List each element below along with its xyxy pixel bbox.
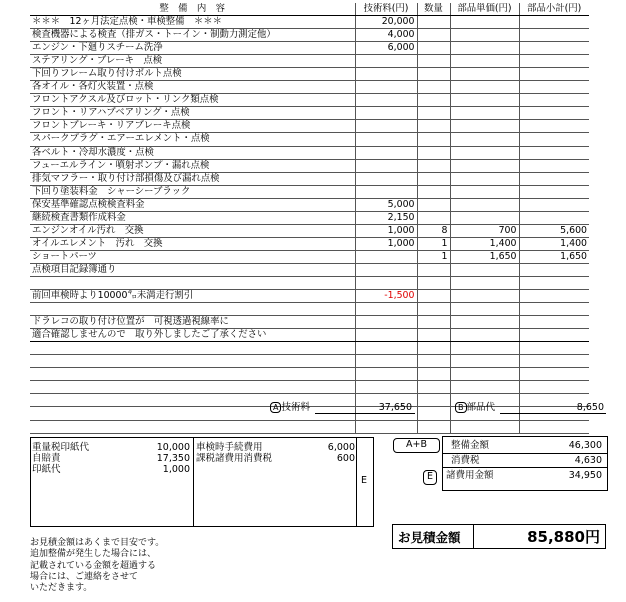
cell-subtotal: [519, 146, 589, 159]
cell-unit-price: [450, 342, 519, 355]
cell-item: 排気マフラー・取り付け部損傷及び漏れ点検: [30, 172, 355, 185]
cell-subtotal: [519, 381, 589, 394]
cell-subtotal: [519, 81, 589, 94]
note-line: 追加整備が発生した場合には、: [30, 549, 157, 560]
cell-labor: [355, 68, 417, 81]
fees-e-mark: E: [361, 475, 368, 486]
table-row: [30, 224, 589, 237]
cell-subtotal: [519, 355, 589, 368]
cell-subtotal: 1,650: [519, 250, 589, 263]
cell-unit-price: [450, 290, 519, 303]
parts-total-value: 8,650: [576, 402, 604, 413]
estimate-table: [30, 3, 589, 434]
table-row: [30, 172, 589, 185]
table-row: [30, 81, 589, 94]
note-line: いただきます。: [30, 583, 93, 594]
cell-qty: [417, 107, 450, 120]
cell-item: 継続検査書類作成料金: [30, 211, 355, 224]
note: [30, 538, 164, 594]
cell-labor: [355, 185, 417, 198]
cell-labor: 4,000: [355, 29, 417, 42]
cell-subtotal: [519, 159, 589, 172]
cell-qty: [417, 94, 450, 107]
cell-subtotal: [519, 290, 589, 303]
a-mark: A: [270, 402, 281, 413]
table-row: [30, 342, 589, 355]
estimate-total-label: お見積金額: [398, 530, 461, 545]
cell-item: オイルエレメント 汚れ 交換: [30, 237, 355, 250]
cell-labor: 1,000: [355, 224, 417, 237]
parts-total-label: 部品代: [466, 402, 496, 413]
cell-subtotal: 1,400: [519, 237, 589, 250]
cell-labor: [355, 159, 417, 172]
table-row: [30, 211, 589, 224]
cell-unit-price: [450, 81, 519, 94]
cell-unit-price: [450, 29, 519, 42]
cell-item: 点検項目記録簿通り: [30, 263, 355, 276]
table-row: [30, 16, 589, 29]
cell-unit-price: [450, 55, 519, 68]
cell-qty: 1: [417, 237, 450, 250]
cell-labor: [355, 55, 417, 68]
table-row: [30, 29, 589, 42]
cell-item: 各ベルト・冷却水濃度・点検: [30, 146, 355, 159]
cell-labor: [355, 263, 417, 276]
cell-labor: 20,000: [355, 16, 417, 29]
cell-qty: [417, 120, 450, 133]
table-row: [30, 250, 589, 263]
table-row: [30, 355, 589, 368]
cell-item: [30, 276, 355, 289]
cell-qty: 1: [417, 250, 450, 263]
cell-subtotal: [519, 68, 589, 81]
expenses-value: 34,950: [568, 470, 602, 481]
cell-unit-price: [450, 420, 519, 433]
table-row: [30, 198, 589, 211]
cell-unit-price: [450, 276, 519, 289]
table-row: [30, 381, 589, 394]
table-row: [30, 55, 589, 68]
fee-right-2-value: 600: [336, 453, 355, 464]
cell-item: フロントブレーキ・リアブレーキ点検: [30, 120, 355, 133]
header-item: 整 備 内 容: [30, 3, 355, 16]
cell-qty: [417, 42, 450, 55]
cell-subtotal: [519, 29, 589, 42]
cell-qty: [417, 368, 450, 381]
table-row: [30, 316, 589, 329]
table-row: [30, 420, 589, 433]
cell-labor: [355, 120, 417, 133]
cell-qty: [417, 342, 450, 355]
table-row: [30, 94, 589, 107]
table-row: [30, 146, 589, 159]
cell-labor: [355, 355, 417, 368]
cell-labor: 6,000: [355, 42, 417, 55]
header-qty: 数量: [417, 3, 450, 16]
header-subtotal: 部品小計(円): [519, 3, 589, 16]
cell-qty: [417, 211, 450, 224]
cell-unit-price: [450, 120, 519, 133]
cell-subtotal: 5,600: [519, 224, 589, 237]
cell-labor: [355, 172, 417, 185]
cell-labor: [355, 276, 417, 289]
cell-unit-price: [450, 94, 519, 107]
cell-unit-price: [450, 198, 519, 211]
table-row: [30, 237, 589, 250]
cell-item: [30, 303, 355, 316]
cell-qty: [417, 316, 450, 329]
cell-unit-price: [450, 303, 519, 316]
cell-item: ＊＊＊ 12ヶ月法定点検・車検整備 ＊＊＊: [30, 16, 355, 29]
table-row: [30, 303, 589, 316]
estimate-total-value: 85,880円: [527, 528, 600, 546]
cell-qty: [417, 381, 450, 394]
fee-left-2-value: 17,350: [156, 453, 190, 464]
note-line: 記載されている金額を超過する: [30, 560, 157, 571]
cell-labor: [355, 368, 417, 381]
cell-item: フューエルライン・噴射ポンプ・漏れ点検: [30, 159, 355, 172]
cell-subtotal: [519, 316, 589, 329]
cell-labor: [355, 133, 417, 146]
cell-unit-price: [450, 133, 519, 146]
table-row: [30, 368, 589, 381]
fee-right-1-value: 6,000: [327, 442, 355, 453]
cell-item: [30, 342, 355, 355]
cell-subtotal: [519, 42, 589, 55]
cell-item: [30, 381, 355, 394]
table-row: [30, 120, 589, 133]
cell-qty: [417, 55, 450, 68]
maintenance-value: 46,300: [568, 440, 602, 451]
fee-left-1-value: 10,000: [156, 442, 190, 453]
cell-item: フロントアクスル及びロット・リンク類点検: [30, 94, 355, 107]
cell-labor: 5,000: [355, 198, 417, 211]
cell-unit-price: [450, 185, 519, 198]
labor-total-value: 37,650: [378, 402, 412, 413]
cell-item: 保安基準確認点検検査料金: [30, 198, 355, 211]
cell-labor: [355, 381, 417, 394]
cell-qty: [417, 263, 450, 276]
header-labor: 技術料(円): [355, 3, 417, 16]
cell-labor: 1,000: [355, 237, 417, 250]
cell-labor: [355, 250, 417, 263]
tax-value: 4,630: [574, 455, 602, 466]
cell-qty: [417, 329, 450, 342]
cell-qty: [417, 407, 450, 420]
cell-qty: [417, 68, 450, 81]
cell-item: [30, 420, 355, 433]
cell-item: 検査機器による検査（排ガス・トーイン・制動力測定他）: [30, 29, 355, 42]
cell-unit-price: [450, 368, 519, 381]
ab-mark: A+B: [393, 438, 440, 453]
cell-subtotal: [519, 368, 589, 381]
cell-unit-price: [450, 211, 519, 224]
cell-qty: [417, 81, 450, 94]
cell-unit-price: 700: [450, 224, 519, 237]
cell-qty: [417, 146, 450, 159]
cell-qty: 8: [417, 224, 450, 237]
cell-labor: [355, 107, 417, 120]
cell-unit-price: [450, 16, 519, 29]
cell-unit-price: [450, 42, 519, 55]
cell-subtotal: [519, 185, 589, 198]
cell-unit-price: [450, 107, 519, 120]
table-row: [30, 68, 589, 81]
cell-labor: [355, 329, 417, 342]
table-row: [30, 107, 589, 120]
cell-subtotal: [519, 263, 589, 276]
cell-subtotal: [519, 133, 589, 146]
cell-subtotal: [519, 329, 589, 342]
cell-unit-price: [450, 159, 519, 172]
table-row: [30, 42, 589, 55]
cell-qty: [417, 276, 450, 289]
cell-unit-price: [450, 329, 519, 342]
fee-left-1-label: 重量税印紙代: [32, 442, 90, 453]
expenses-label: 諸費用金額: [446, 470, 494, 481]
cell-qty: [417, 185, 450, 198]
cell-item: エンジン・下廻りスチーム洗浄: [30, 42, 355, 55]
cell-item: [30, 355, 355, 368]
cell-unit-price: [450, 381, 519, 394]
cell-qty: [417, 29, 450, 42]
cell-qty: [417, 159, 450, 172]
cell-item: 各オイル・各灯火装置・点検: [30, 81, 355, 94]
cell-qty: [417, 16, 450, 29]
note-line: お見積金額はあくまで目安です。: [30, 538, 165, 548]
cell-unit-price: [450, 172, 519, 185]
cell-qty: [417, 198, 450, 211]
table-row: [30, 276, 589, 289]
cell-qty: [417, 355, 450, 368]
cell-unit-price: [450, 146, 519, 159]
cell-item: 適合確認しませんので 取り外しましたご了承ください: [30, 329, 355, 342]
table-row: [30, 263, 589, 276]
cell-unit-price: [450, 68, 519, 81]
cell-unit-price: [450, 316, 519, 329]
cell-item: エンジンオイル汚れ 交換: [30, 224, 355, 237]
table-row: [30, 133, 589, 146]
cell-item: 下回り塗装料金 シャーシーブラック: [30, 185, 355, 198]
fee-right-2-label: 課税諸費用消費税: [196, 453, 273, 464]
cell-item: スパークプラグ・エアーエレメント・点検: [30, 133, 355, 146]
cell-qty: [417, 172, 450, 185]
cell-item: ショートパーツ: [30, 250, 355, 263]
table-row: [30, 159, 589, 172]
cell-qty: [417, 420, 450, 433]
cell-item: 下回りフレーム取り付けボルト点検: [30, 68, 355, 81]
cell-qty: [417, 290, 450, 303]
cell-subtotal: [519, 211, 589, 224]
summary-e-mark: E: [423, 470, 437, 485]
b-mark: B: [455, 402, 467, 413]
cell-subtotal: [519, 276, 589, 289]
cell-item: フロント・リアハブベアリング・点検: [30, 107, 355, 120]
cell-subtotal: [519, 172, 589, 185]
fee-right-1-label: 車検時手続費用: [196, 442, 263, 453]
cell-subtotal: [519, 342, 589, 355]
table-row: [30, 185, 589, 198]
tax-label: 消費税: [451, 455, 480, 466]
cell-subtotal: [519, 16, 589, 29]
cell-item: ドラレコの取り付け位置が 可視透過視線率に: [30, 316, 355, 329]
cell-unit-price: [450, 355, 519, 368]
table-header-row: [30, 3, 589, 16]
cell-item: ステアリング・ブレーキ 点検: [30, 55, 355, 68]
cell-labor: [355, 94, 417, 107]
cell-subtotal: [519, 94, 589, 107]
labor-total: [270, 402, 310, 414]
cell-qty: [417, 133, 450, 146]
cell-qty: [417, 303, 450, 316]
cell-subtotal: [519, 55, 589, 68]
cell-item: 前回車検時より10000㌔未満走行割引: [30, 290, 355, 303]
labor-total-label: 技術料: [281, 402, 310, 413]
header-unit-price: 部品単価(円): [450, 3, 519, 16]
cell-qty: [417, 394, 450, 407]
cell-subtotal: [519, 120, 589, 133]
cell-labor: 2,150: [355, 211, 417, 224]
cell-labor: [355, 81, 417, 94]
cell-labor: [355, 316, 417, 329]
cell-labor: [355, 420, 417, 433]
cell-subtotal: [519, 303, 589, 316]
parts-total: [455, 402, 495, 414]
cell-unit-price: [450, 263, 519, 276]
cell-labor: [355, 342, 417, 355]
cell-labor: -1,500: [355, 290, 417, 303]
cell-labor: [355, 146, 417, 159]
table-row: [30, 290, 589, 303]
cell-unit-price: 1,650: [450, 250, 519, 263]
fee-left-3-value: 1,000: [162, 464, 190, 475]
fee-left-2-label: 自賠責: [32, 453, 61, 464]
cell-subtotal: [519, 107, 589, 120]
cell-subtotal: [519, 420, 589, 433]
maintenance-label: 整備金額: [451, 440, 490, 451]
cell-item: [30, 368, 355, 381]
fee-left-3-label: 印紙代: [32, 464, 61, 475]
table-row: [30, 329, 589, 342]
cell-labor: [355, 303, 417, 316]
note-line: 場合には、ご連絡をさせて: [30, 571, 139, 582]
cell-subtotal: [519, 198, 589, 211]
cell-unit-price: 1,400: [450, 237, 519, 250]
